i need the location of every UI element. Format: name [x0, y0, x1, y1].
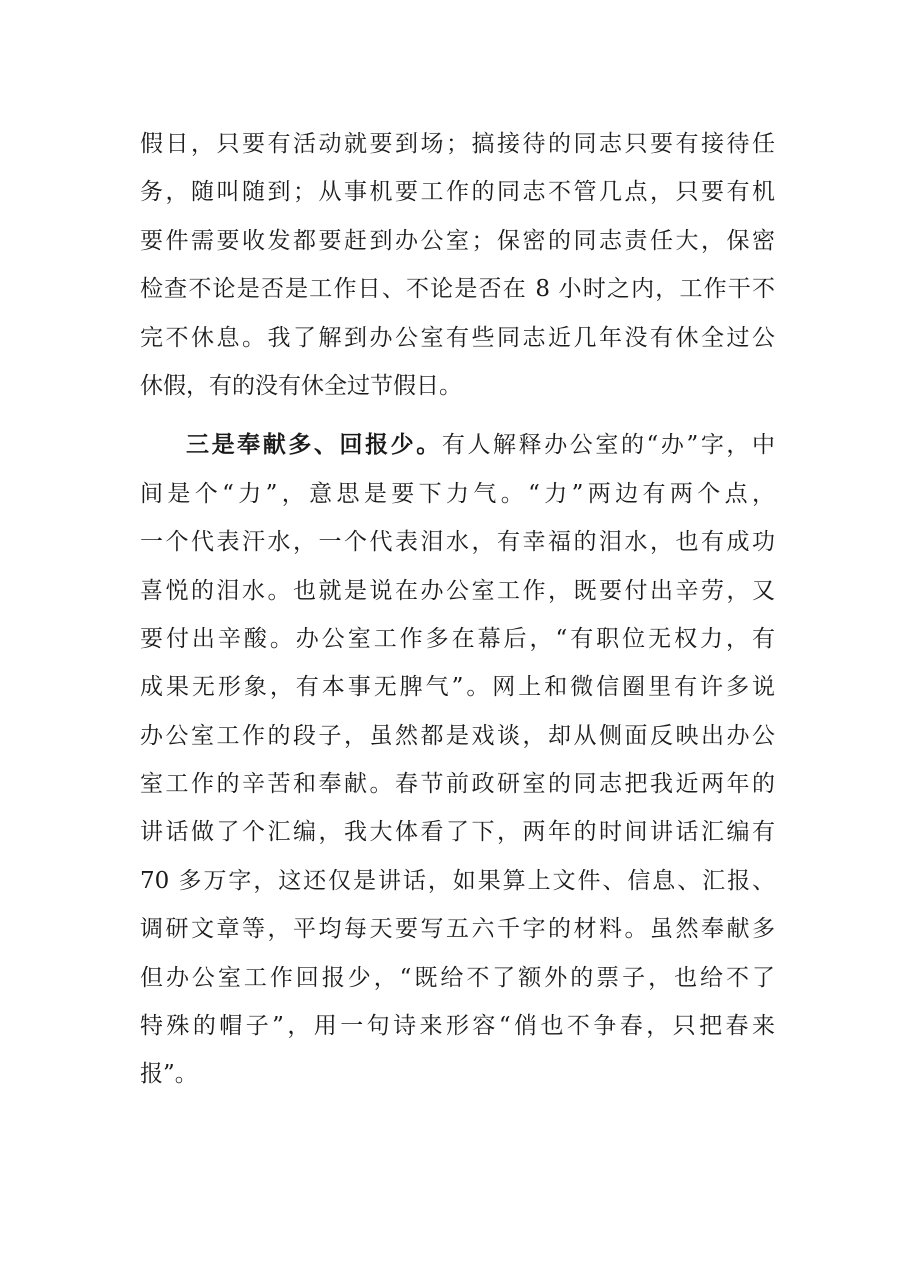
text-run: 有人解释办公室的“办”字，中 [441, 432, 775, 459]
text-line: 70 多万字，这还仅是讲话，如果算上文件、信息、汇报、 [140, 867, 775, 894]
text-line: 检查不论是否是工作日、不论是否在 8 小时之内，工作干不 [140, 276, 775, 303]
text-line: 要件需要收发都要赶到办公室；保密的同志责任大，保密 [140, 227, 775, 254]
text-line: 室工作的辛苦和奉献。春节前政研室的同志把我近两年的 [140, 771, 775, 798]
paragraph-lead-heading: 三是奉献多、回报少。 [186, 431, 442, 459]
text-line: 休假，有的没有休全过节假日。 [140, 372, 462, 399]
text-line: 要付出辛酸。办公室工作多在幕后，“有职位无权力，有 [140, 625, 775, 652]
text-line-first [140, 421, 775, 469]
paragraph-spacer [140, 410, 775, 421]
document-body [140, 120, 775, 1099]
text-line: 调研文章等，平均每天要写五六千字的材料。虽然奉献多 [140, 916, 775, 943]
text-line: 特殊的帽子”，用一句诗来形容“俏也不争春，只把春来 [140, 1013, 775, 1040]
text-line: 一个代表汗水，一个代表泪水，有幸福的泪水，也有成功 [140, 529, 775, 556]
text-line: 成果无形象，有本事无脾气”。网上和微信圈里有许多说 [140, 674, 775, 701]
paragraph-2 [140, 421, 775, 1098]
paragraph-1 [140, 120, 775, 410]
text-line: 务，随叫随到；从事机要工作的同志不管几点，只要有机 [140, 179, 775, 206]
text-line: 喜悦的泪水。也就是说在办公室工作，既要付出辛劳，又 [140, 577, 775, 604]
text-line: 间是个“力”，意思是要下力气。“力”两边有两个点， [140, 480, 775, 507]
text-line: 假日，只要有活动就要到场；搞接待的同志只要有接待任 [140, 131, 775, 157]
text-line: 办公室工作的段子，虽然都是戏谈，却从侧面反映出办公 [140, 722, 775, 749]
text-line: 讲话做了个汇编，我大体看了下，两年的时间讲话汇编有 [140, 819, 775, 846]
text-line: 报”。 [140, 1061, 198, 1088]
text-line: 完不休息。我了解到办公室有些同志近几年没有休全过公 [140, 324, 775, 351]
text-line: 但办公室工作回报少，“既给不了额外的票子，也给不了 [140, 964, 775, 991]
